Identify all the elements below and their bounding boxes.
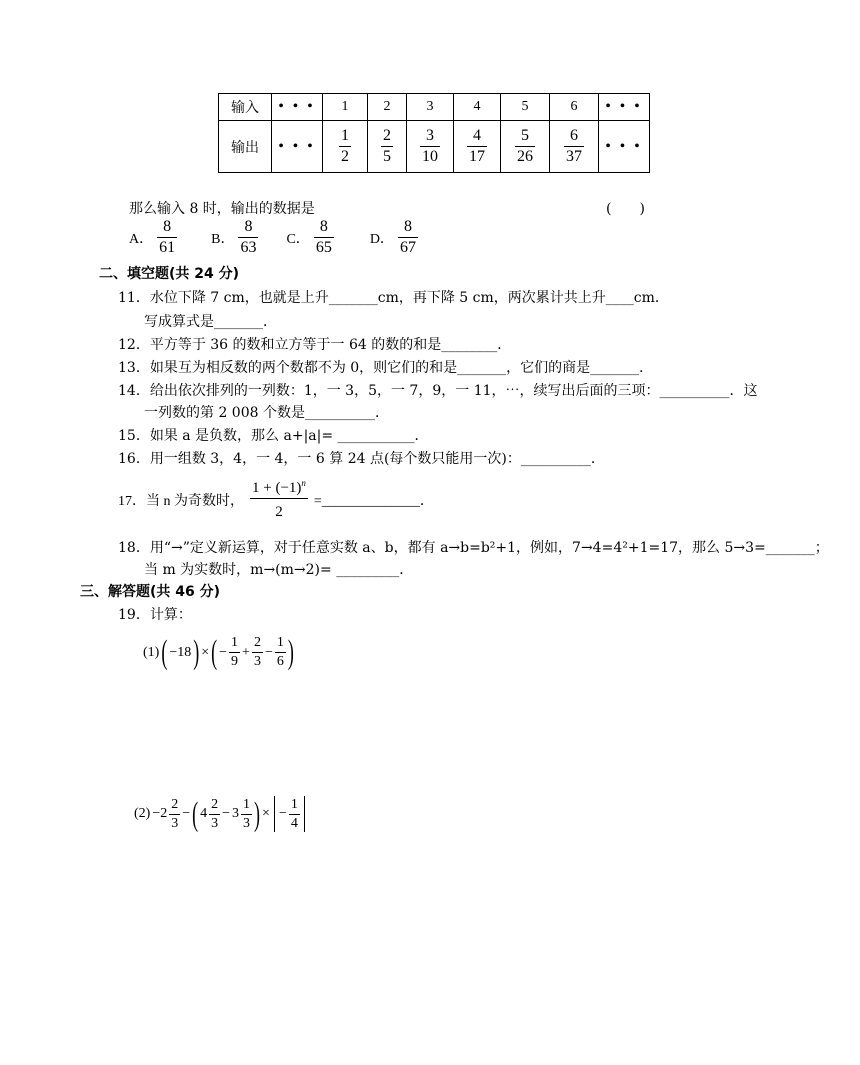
output-cell: [368, 121, 407, 173]
input-cell: 2: [368, 94, 407, 121]
option-label: B．: [211, 231, 235, 247]
input-cell: 5: [501, 94, 550, 121]
fraction: $\frac{1}{9}$: [231, 635, 239, 669]
q17-fraction: $\frac{1 + (-1)^n}{2}$: [252, 478, 306, 520]
option-fraction: $\frac{8}{67}$: [399, 218, 416, 256]
question-16: 16．用一组数 3，4，一 4，一 6 算 24 点(每个数只能用一次)：__________．: [118, 451, 605, 467]
ellipsis-cell: • • •: [599, 121, 650, 173]
fraction: $\frac{2}{3}$: [211, 796, 219, 831]
fraction: $\frac{1}{3}$: [243, 796, 251, 831]
input-cell: 4: [454, 94, 501, 121]
input-cell: 3: [407, 94, 454, 121]
question-12: 12．平方等于 36 的数和立方等于一 64 的数的和是________．: [118, 337, 512, 353]
option-label: A．: [129, 231, 154, 247]
fraction: $\frac{1}{6}$: [276, 635, 284, 669]
output-cell: [501, 121, 550, 173]
question-18: 18．用“→”定义新运算，对于任意实数 a、b，都有 a→b=b²+1，例如，7→4=4²+1=17，那么 5→3=_______；: [118, 540, 829, 556]
input-cell: 1: [323, 94, 368, 121]
output-row-label: 输出: [219, 121, 272, 173]
fraction: $\frac{3}{10}$: [422, 127, 438, 165]
fraction: $\frac{2}{3}$: [171, 796, 179, 831]
option-fraction: $\frac{8}{65}$: [315, 218, 332, 256]
fraction: $\frac{2}{5}$: [383, 127, 391, 165]
q10-stem: 那么输入 8 时，输出的数据是: [129, 201, 315, 217]
part-label: (1): [143, 644, 160, 660]
section-title: 三、解答题(共 46 分): [80, 584, 221, 600]
output-cell: [323, 121, 368, 173]
output-cell: [407, 121, 454, 173]
io-table: [218, 93, 650, 173]
expression-term: −2: [152, 806, 168, 821]
expression-term: −18: [169, 644, 192, 660]
ellipsis-cell: • • •: [599, 94, 650, 121]
fraction: $\frac{1}{2}$: [341, 127, 349, 165]
question-14: 14．给出依次排列的一列数：1，一 3，5，一 7，9，一 11，⋯，续写出后面的三项：__________．这: [118, 383, 758, 399]
q17-suffix: =______________．: [313, 493, 434, 509]
q19-part1: (1) ( −18 ) × ( − $\frac{1}{9}$ + $\frac{2}{3}$ − $\frac{1}{6}$ ): [143, 632, 294, 671]
section-title: 二、填空题(共 24 分): [99, 266, 240, 282]
ellipsis-cell: • • •: [272, 94, 323, 121]
ellipsis-cell: • • •: [272, 121, 323, 173]
q17-prefix: 17．当 n 为奇数时，: [118, 493, 244, 509]
option-fraction: $\frac{8}{63}$: [240, 218, 257, 256]
abs-bar-right: [304, 796, 305, 832]
option-label: C．: [286, 231, 310, 247]
question-15: 15．如果 a 是负数，那么 a+|a|= ___________．: [118, 428, 429, 444]
input-row-label: 输入: [219, 94, 272, 121]
fraction: $\frac{5}{26}$: [517, 127, 533, 165]
times-sign: ×: [201, 644, 210, 660]
question-13: 13．如果互为相反数的两个数都不为 0，则它们的和是_______，它们的商是_______．: [118, 360, 654, 376]
question-11-cont: 写成算式是_______．: [144, 314, 277, 330]
fraction: $\frac{2}{3}$: [253, 635, 261, 669]
expression-term: 3: [232, 806, 240, 821]
question-14-cont: 一列数的第 2 008 个数是__________．: [144, 405, 389, 421]
part-label: (2): [134, 806, 151, 821]
fraction: $\frac{4}{17}$: [469, 127, 485, 165]
q19-part2: (2) −2 $\frac{2}{3}$ − ( 4 $\frac{2}{3}$ − 3 $\frac{1}{3}$ ) × − $\frac{1}{4}$: [134, 796, 307, 832]
option-fraction: $\frac{8}{61}$: [159, 218, 176, 256]
expression-term: 4: [200, 806, 208, 821]
abs-bar-left: [274, 796, 275, 832]
answer-paren: ( ): [606, 201, 645, 217]
output-cell: [550, 121, 599, 173]
question-19: 19．计算：: [118, 607, 192, 623]
fraction: $\frac{1}{4}$: [290, 796, 298, 831]
fraction: $\frac{6}{37}$: [566, 127, 582, 165]
question-18-cont: 当 m 为实数时，m→(m→2)= _________．: [144, 562, 414, 578]
q10-options: [129, 219, 418, 256]
question-17: [118, 479, 434, 520]
option-label: D．: [369, 231, 394, 247]
output-cell: [454, 121, 501, 173]
input-cell: 6: [550, 94, 599, 121]
question-11: 11．水位下降 7 cm，也就是上升_______cm，再下降 5 cm，两次累计共上升____cm．: [118, 290, 669, 306]
